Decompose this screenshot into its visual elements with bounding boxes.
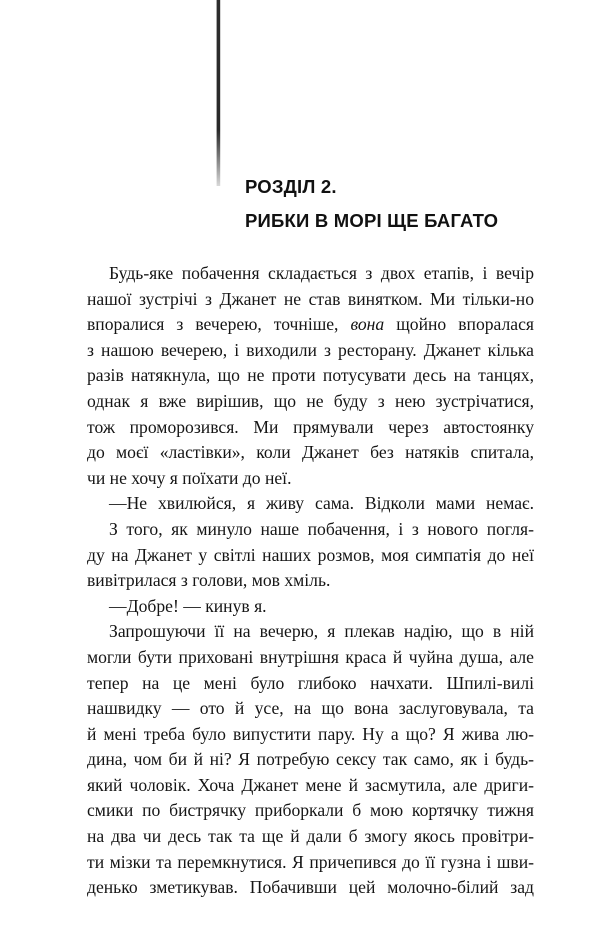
text-line: Будь-яке побачення складається з двох етапів, і вечір xyxy=(109,263,534,283)
text-line: могли бути приховані внутрішня краса й чуйна душа, але xyxy=(87,646,534,667)
text-line: дина, чом би й ні? Я потребую сексу так само, як і будь- xyxy=(87,749,534,770)
text-line: —Добре! — кинув я. xyxy=(109,595,267,616)
chapter-title: РИБКИ В МОРІ ЩЕ БАГАТО xyxy=(245,210,499,231)
decorative-ink-line xyxy=(216,0,221,186)
text-line: з нашою вечерею, і виходили з ресторану. Джанет кілька xyxy=(87,339,534,360)
text-line: тож проморозився. Ми прямували через автостоянку xyxy=(87,416,534,437)
text-line: ду на Джанет у світлі наших розмов, моя симпатія до неї xyxy=(87,544,534,565)
text-line: вивітрилася з голови, мов хміль. xyxy=(87,570,331,591)
text-line: смики по бистрячку приборкали б мою кортячку тижня xyxy=(87,800,534,821)
emphasized-word: вона xyxy=(350,314,385,335)
text-line: разів натякнула, що не проти потусувати десь на танцях, xyxy=(87,365,534,386)
text-line: нашвидку — ото й усе, на що вона заслуговувала, та xyxy=(87,698,534,719)
text-line: на два чи десь так та ще й дали б змогу якось провітри- xyxy=(87,826,534,847)
text-line: —Не хвилюйся, я живу сама. Відколи мами немає. xyxy=(109,493,534,514)
text-line: однак я вже вирішив, що не буду з нею зустрічатися, xyxy=(87,390,534,411)
text-fragment: щойно впоралася xyxy=(396,314,534,335)
text-line: тепер на це мені було глибоко начхати. Шпилі-вилі xyxy=(87,672,534,693)
chapter-heading xyxy=(245,170,498,238)
text-line: Запрошуючи її на вечерю, я плекав надію, що в ній xyxy=(109,621,534,642)
text-line: чи не хочу я поїхати до неї. xyxy=(87,467,292,488)
text-line: денько зметикував. Побачивши цей молочно-білий зад xyxy=(87,877,534,898)
text-line: й мені треба було випустити пару. Ну а що? Я жива лю- xyxy=(87,723,534,744)
text-line: до моєї «ластівки», коли Джанет без натяків спитала, xyxy=(87,442,534,463)
text-line: ти мізки та перемкнутися. Я причепився до її гузна і шви- xyxy=(87,851,534,872)
text-line xyxy=(87,312,534,338)
text-line: нашої зустрічі з Джанет не став винятком. Ми тільки-но xyxy=(87,288,534,309)
body-text xyxy=(87,261,534,901)
chapter-number: РОЗДІЛ 2. xyxy=(245,176,337,197)
text-line: З того, як минуло наше побачення, і з нового погля- xyxy=(109,518,534,539)
text-line: який чоловік. Хоча Джанет мене й засмутила, але дриги- xyxy=(87,774,534,795)
text-fragment: впоралися з вечерею, точніше, xyxy=(87,314,339,335)
